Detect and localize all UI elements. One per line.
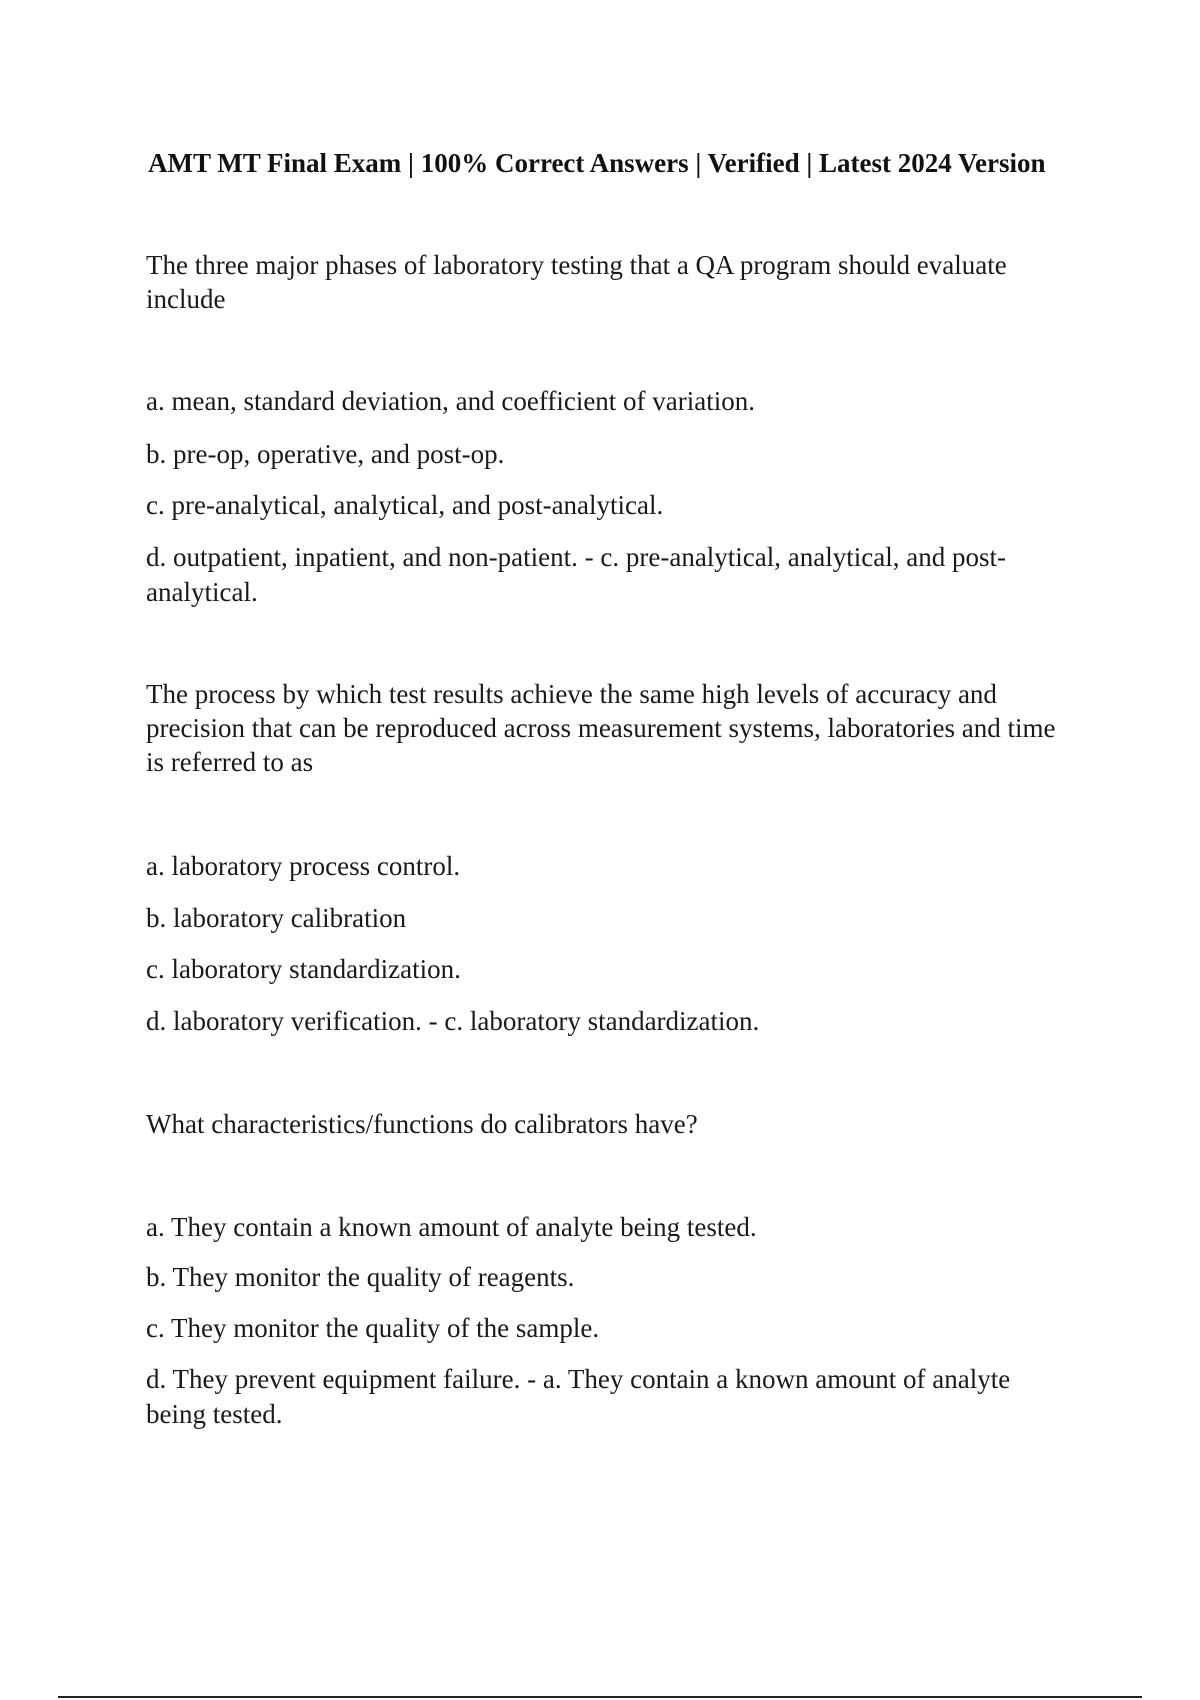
question-3-option-a: a. They contain a known amount of analyte being tested. bbox=[146, 1212, 757, 1242]
question-3-option-b: b. They monitor the quality of reagents. bbox=[146, 1262, 575, 1292]
footer-divider bbox=[58, 1696, 1142, 1698]
question-1-option-b: b. pre-op, operative, and post-op. bbox=[146, 439, 505, 469]
question-2-prompt: The process by which test results achieve the same high levels of accuracy and precision that can be reproduced across measurement systems, laboratories and time is referred to as bbox=[146, 679, 1056, 777]
question-2-option-c: c. laboratory standardization. bbox=[146, 954, 461, 984]
question-2-option-b: b. laboratory calibration bbox=[146, 903, 407, 933]
question-3-prompt: What characteristics/functions do calibrators have? bbox=[146, 1109, 698, 1139]
document-title: AMT MT Final Exam | 100% Correct Answers | Verified | Latest 2024 Version bbox=[148, 148, 1046, 178]
question-2-option-d: d. laboratory verification. - c. laboratory standardization. bbox=[146, 1006, 760, 1036]
question-1-option-c: c. pre-analytical, analytical, and post-analytical. bbox=[146, 490, 664, 520]
question-1-option-d: d. outpatient, inpatient, and non-patient. - c. pre-analytical, analytical, and post-analytical. bbox=[146, 542, 1006, 607]
question-3-option-d: d. They prevent equipment failure. - a. They contain a known amount of analyte being tested. bbox=[146, 1364, 1011, 1429]
question-2-option-a: a. laboratory process control. bbox=[146, 851, 461, 881]
question-1-prompt: The three major phases of laboratory testing that a QA program should evaluate include bbox=[146, 250, 1007, 314]
question-3-option-c: c. They monitor the quality of the sample. bbox=[146, 1313, 600, 1343]
question-1-option-a: a. mean, standard deviation, and coefficient of variation. bbox=[146, 386, 756, 416]
